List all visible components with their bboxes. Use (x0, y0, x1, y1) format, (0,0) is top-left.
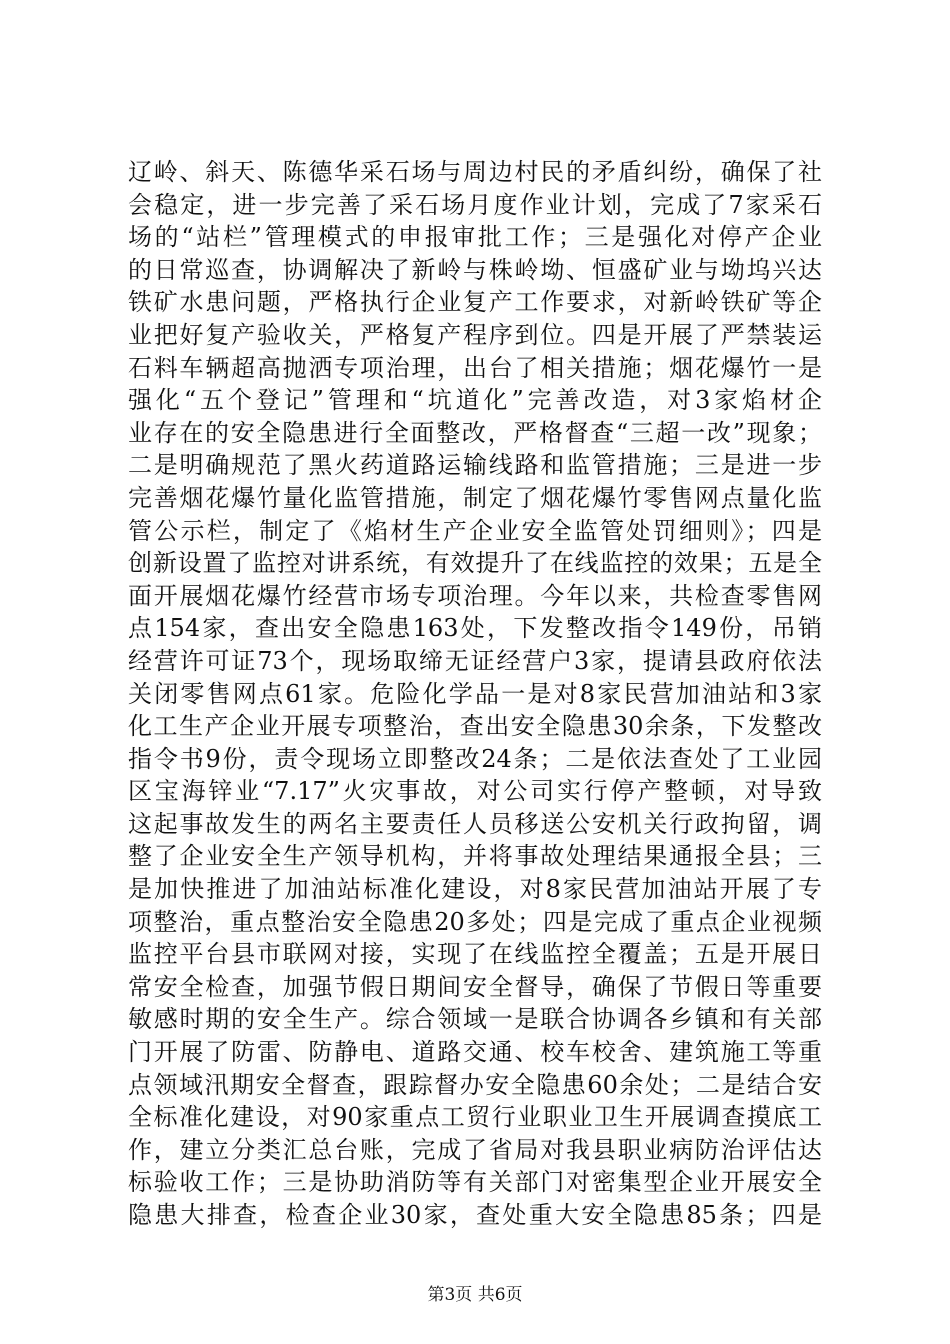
text-line: 整了企业安全生产领导机构，并将事故处理结果通报全县；三 (128, 842, 822, 871)
text-line: 管公示栏，制定了《焰材生产企业安全监管处罚细则》；四是 (128, 516, 822, 545)
text-line: 全标准化建设，对90家重点工贸行业职业卫生开展调查摸底工 (128, 1103, 822, 1132)
text-line: 铁矿水患问题，严格执行企业复产工作要求，对新岭铁矿等企 (128, 288, 822, 317)
body-text (128, 156, 822, 1232)
text-line: 会稳定，进一步完善了采石场月度作业计划，完成了7家采石 (128, 190, 822, 219)
text-line: 指令书9份，责令现场立即整改24条；二是依法查处了工业园 (128, 744, 822, 773)
text-line: 二是明确规范了黑火药道路运输线路和监管措施；三是进一步 (128, 451, 822, 480)
text-line: 标验收工作；三是协助消防等有关部门对密集型企业开展安全 (128, 1168, 822, 1197)
text-line: 监控平台县市联网对接，实现了在线监控全覆盖；五是开展日 (128, 940, 822, 969)
text-line: 敏感时期的安全生产。综合领域一是联合协调各乡镇和有关部 (128, 1005, 822, 1034)
text-line: 强化“五个登记”管理和“坑道化”完善改造，对3家焰材企 (128, 386, 822, 415)
text-line: 点领域汛期安全督查，跟踪督办安全隐患60余处；二是结合安 (128, 1070, 822, 1099)
text-line: 作，建立分类汇总台账，完成了省局对我县职业病防治评估达 (128, 1135, 822, 1164)
text-line: 面开展烟花爆竹经营市场专项治理。今年以来，共检查零售网 (128, 581, 822, 610)
text-line: 创新设置了监控对讲系统，有效提升了在线监控的效果；五是全 (128, 549, 822, 578)
text-line: 的日常巡查，协调解决了新岭与株岭坳、恒盛矿业与坳坞兴达 (128, 255, 822, 284)
text-line: 业把好复产验收关，严格复产程序到位。四是开展了严禁装运 (128, 320, 822, 349)
text-line: 项整治，重点整治安全隐患20多处；四是完成了重点企业视频 (128, 907, 822, 936)
text-line: 门开展了防雷、防静电、道路交通、校车校舍、建筑施工等重 (128, 1038, 822, 1067)
text-line: 化工生产企业开展专项整治，查出安全隐患30余条，下发整改 (128, 712, 822, 741)
text-line: 关闭零售网点61家。危险化学品一是对8家民营加油站和3家 (128, 679, 822, 708)
text-line: 这起事故发生的两名主要责任人员移送公安机关行政拘留，调 (128, 809, 822, 838)
text-line: 石料车辆超高抛洒专项治理，出台了相关措施；烟花爆竹一是 (128, 353, 822, 382)
page-footer: 第3页 共6页 (427, 1285, 523, 1305)
text-line: 隐患大排查，检查企业30家，查处重大安全隐患85条；四是 (128, 1201, 822, 1229)
text-line: 业存在的安全隐患进行全面整改，严格督查“三超一改”现象； (128, 418, 822, 447)
text-line: 区宝海锌业“7.17”火灾事故，对公司实行停产整顿，对导致 (128, 777, 822, 806)
text-line: 完善烟花爆竹量化监管措施，制定了烟花爆竹零售网点量化监 (128, 483, 822, 512)
text-line: 常安全检查，加强节假日期间安全督导，确保了节假日等重要 (128, 972, 822, 1001)
text-line: 点154家，查出安全隐患163处，下发整改指令149份，吊销 (128, 614, 822, 643)
text-line: 场的“站栏”管理模式的申报审批工作；三是强化对停产企业 (128, 223, 822, 252)
text-line: 辽岭、斜天、陈德华采石场与周边村民的矛盾纠纷，确保了社 (128, 158, 822, 186)
text-line: 经营许可证73个，现场取缔无证经营户3家，提请县政府依法 (128, 646, 822, 675)
text-line: 是加快推进了加油站标准化建设，对8家民营加油站开展了专 (128, 875, 822, 904)
